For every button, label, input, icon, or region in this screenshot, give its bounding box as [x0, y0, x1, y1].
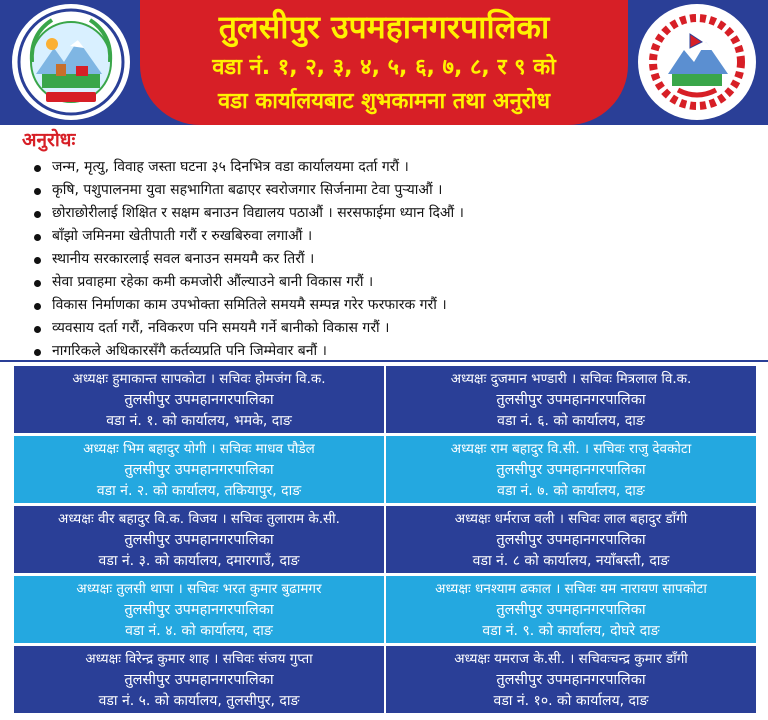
bullet-icon: [34, 326, 41, 333]
ward-officials: अध्यक्षः तुलसी थापा । सचिवः भरत कुमार बुढामगर: [76, 581, 322, 597]
header-banner: [0, 0, 768, 125]
ward-card-5: [14, 646, 384, 713]
ward-card-4: [14, 576, 384, 643]
municipality-emblem-icon: [12, 4, 130, 120]
wards-line: वडा नं. १, २, ३, ४, ५, ६, ७, ८, र ९ को: [212, 55, 556, 80]
ward-officials: अध्यक्षः दुजमान भण्डारी । सचिवः मित्रलाल वि.क.: [450, 371, 692, 387]
appeal-item-text: व्यवसाय दर्ता गरौं, नविकरण पनि समयमै गर्ने बानीको विकास गरौं ।: [52, 320, 390, 336]
bullet-icon: [34, 234, 41, 241]
ward-officials: अध्यक्षः भिम बहादुर योगी । सचिवः माधव पौडेल: [83, 441, 315, 457]
ward-office-address: वडा नं. ९. को कार्यालय, दोघरे दाङ: [482, 623, 660, 639]
ward-office-address: वडा नं. ७. को कार्यालय, दाङ: [497, 483, 645, 499]
ward-office-address: वडा नं. १०. को कार्यालय, दाङ: [493, 693, 649, 709]
ward-municipality: तुलसीपुर उपमहानगरपालिका: [496, 602, 646, 618]
ward-office-address: वडा नं. ५. को कार्यालय, तुलसीपुर, दाङ: [98, 693, 300, 709]
ward-card-1: [14, 366, 384, 433]
municipality-emblem-graphic: [12, 4, 130, 120]
appeal-item: [30, 294, 464, 317]
ward-card-6: [386, 366, 756, 433]
ward-office-address: वडा नं. २. को कार्यालय, तकियापुर, दाङ: [96, 483, 302, 499]
appeal-item-text: जन्म, मृत्यु, विवाह जस्ता घटना ३५ दिनभित्र वडा कार्यालयमा दर्ता गरौं ।: [52, 159, 409, 175]
appeal-item-text: छोराछोरीलाई शिक्षित र सक्षम बनाउन विद्यालय पठाऔं । सरसफाईमा ध्यान दिऔं ।: [52, 205, 464, 221]
appeal-item: [30, 225, 464, 248]
appeal-item: [30, 271, 464, 294]
ward-municipality: तुलसीपुर उपमहानगरपालिका: [496, 532, 646, 548]
ward-officials: अध्यक्षः धनश्याम ढकाल । सचिवः यम नारायण सापकोटा: [435, 581, 707, 597]
ward-office-address: वडा नं. ४. को कार्यालय, दाङ: [125, 623, 273, 639]
greeting-line: वडा कार्यालयबाट शुभकामना तथा अनुरोध: [217, 89, 551, 114]
appeal-section: [0, 128, 768, 358]
header-title-panel: [140, 0, 628, 125]
ward-municipality: तुलसीपुर उपमहानगरपालिका: [124, 532, 274, 548]
ward-card-9: [386, 576, 756, 643]
ward-municipality: तुलसीपुर उपमहानगरपालिका: [496, 392, 646, 408]
ward-card-3: [14, 506, 384, 573]
ward-card-2: [14, 436, 384, 503]
appeal-item-text: बाँझो जमिनमा खेतीपाती गरौं र रुखबिरुवा लगाऔं ।: [52, 228, 313, 244]
municipality-title: तुलसीपुर उपमहानगरपालिका: [218, 8, 550, 46]
bullet-icon: [34, 303, 41, 310]
nepal-emblem-graphic: [638, 4, 756, 120]
ward-municipality: तुलसीपुर उपमहानगरपालिका: [124, 602, 274, 618]
appeal-item: [30, 202, 464, 225]
bullet-icon: [34, 349, 41, 356]
ward-municipality: तुलसीपुर उपमहानगरपालिका: [124, 392, 274, 408]
bullet-icon: [34, 211, 41, 218]
bullet-icon: [34, 165, 41, 172]
ward-officials: अध्यक्षः वीर बहादुर वि.क. विजय । सचिवः तुलाराम के.सी.: [58, 511, 340, 527]
ward-municipality: तुलसीपुर उपमहानगरपालिका: [496, 462, 646, 478]
ward-officials: अध्यक्षः विरेन्द्र कुमार शाह । सचिवः संजय गुप्ता: [85, 651, 313, 667]
appeal-list: [30, 156, 464, 363]
appeal-item: [30, 317, 464, 340]
ward-office-address: वडा नं. ८ को कार्यालय, नयाँबस्ती, दाङ: [472, 553, 670, 569]
appeal-item-text: नागरिकले अधिकारसँगै कर्तव्यप्रति पनि जिम्मेवार बनौं ।: [52, 343, 327, 359]
appeal-item-text: स्थानीय सरकारलाई सवल बनाउन समयमै कर तिरौं ।: [52, 251, 315, 267]
ward-card-7: [386, 436, 756, 503]
ward-offices-grid: [14, 366, 756, 716]
nepal-government-emblem-icon: [638, 4, 756, 120]
ward-officials: अध्यक्षः हुमाकान्त सापकोटा । सचिवः होमजंग वि.क.: [72, 371, 326, 387]
section-divider: [0, 360, 768, 362]
ward-card-10: [386, 646, 756, 713]
ward-municipality: तुलसीपुर उपमहानगरपालिका: [124, 462, 274, 478]
appeal-item-text: विकास निर्माणका काम उपभोक्ता समितिले समयमै सम्पन्न गरेर फरफारक गरौं ।: [52, 297, 447, 313]
ward-officials: अध्यक्षः धर्मराज वली । सचिवः लाल बहादुर डाँगी: [454, 511, 688, 527]
appeal-item: [30, 179, 464, 202]
ward-officials: अध्यक्षः राम बहादुर वि.सी. । सचिवः राजु देवकोटा: [450, 441, 692, 457]
ward-office-address: वडा नं. ३. को कार्यालय, दमारगाउँ, दाङ: [98, 553, 300, 569]
appeal-item: [30, 156, 464, 179]
ward-municipality: तुलसीपुर उपमहानगरपालिका: [124, 672, 274, 688]
ward-office-address: वडा नं. १. को कार्यालय, भमके, दाङ: [106, 413, 292, 429]
appeal-item-text: कृषि, पशुपालनमा युवा सहभागिता बढाएर स्वरोजगार सिर्जनामा टेवा पुर्‍याऔं ।: [52, 182, 443, 198]
bullet-icon: [34, 188, 41, 195]
ward-card-8: [386, 506, 756, 573]
appeal-title: अनुरोधः: [22, 129, 76, 151]
ward-office-address: वडा नं. ६. को कार्यालय, दाङ: [497, 413, 645, 429]
ward-officials: अध्यक्षः यमराज के.सी. । सचिवःचन्द्र कुमार डाँगी: [454, 651, 688, 667]
ward-municipality: तुलसीपुर उपमहानगरपालिका: [496, 672, 646, 688]
bullet-icon: [34, 257, 41, 264]
bullet-icon: [34, 280, 41, 287]
appeal-item-text: सेवा प्रवाहमा रहेका कमी कमजोरी औंल्याउने बानी विकास गरौं ।: [52, 274, 374, 290]
appeal-item: [30, 248, 464, 271]
